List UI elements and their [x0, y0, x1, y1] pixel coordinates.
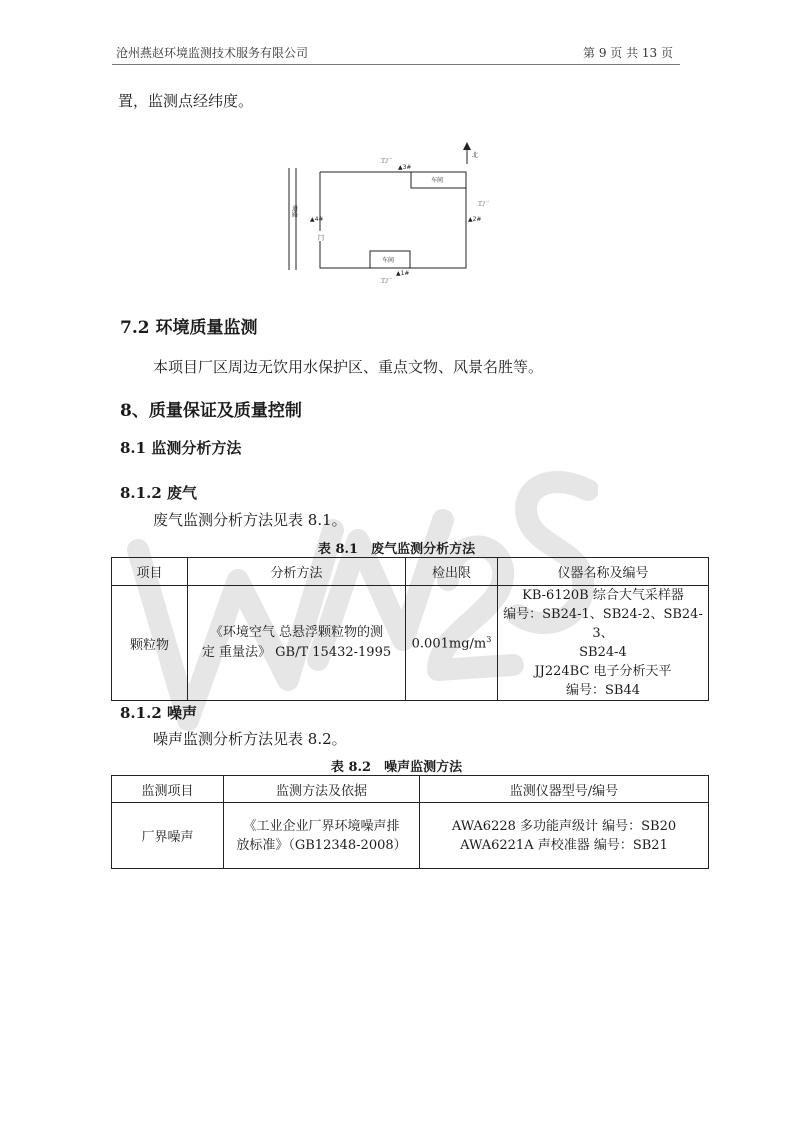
section-7-2-text: 本项目厂区周边无饮用水保护区、重点文物、风景名胜等。 — [153, 358, 544, 376]
section-8-1-2-noise-title: 8.1.2 噪声 — [120, 704, 197, 722]
instrument-line-2: AWA6221A 声校准器 编号：SB21 — [460, 837, 668, 853]
table-8-2-header-item: 监测项目 — [112, 776, 224, 803]
table-8-1-cell-method — [188, 586, 406, 701]
table-row — [112, 586, 709, 701]
table-8-2-cell-instrument — [420, 803, 709, 869]
section-8-1-2-noise-text: 噪声监测分析方法见表 8.2。 — [153, 730, 347, 748]
method-line-2: 放标准》（GB12348-2008） — [236, 837, 407, 853]
table-8-1-header-method: 分析方法 — [188, 558, 406, 586]
table-8-2-header-row — [112, 776, 709, 803]
table-8-1-header-row — [112, 558, 709, 586]
section-8-1-title: 8.1 监测分析方法 — [120, 439, 242, 457]
table-8-2-header-instrument: 监测仪器型号/编号 — [420, 776, 709, 803]
instrument-line-1: AWA6228 多功能声级计 编号：SB20 — [451, 818, 677, 834]
table-8-1-header-item: 项目 — [112, 558, 188, 586]
method-line-2: 定 重量法》 GB/T 15432-1995 — [201, 645, 392, 660]
table-8-1-cell-limit — [406, 586, 498, 701]
section-7-2-title: 7.2 环境质量监测 — [120, 318, 258, 338]
table-8-2 — [111, 775, 709, 869]
factory-label-bottom: 工厂 — [380, 278, 393, 285]
table-8-1-cell-item: 颗粒物 — [112, 586, 188, 701]
point-2-marker: ▲2# — [468, 216, 482, 223]
table-8-2-caption: 表 8.2 噪声监测方法 — [330, 760, 463, 775]
site-diagram — [280, 138, 500, 290]
point-1-marker: ▲1# — [396, 270, 410, 277]
limit-value: 0.001mg/m — [411, 636, 487, 652]
instrument-line-3: SB24-4 — [579, 645, 627, 660]
factory-label-top: 工厂 — [380, 158, 393, 165]
section-8-title: 8、质量保证及质量控制 — [120, 401, 302, 421]
table-8-2-header-method: 监测方法及依据 — [224, 776, 420, 803]
header-company: 沧州燕赵环境监测技术服务有限公司 — [116, 46, 309, 60]
table-8-2-cell-method — [224, 803, 420, 869]
workshop-label-bottom: 车间 — [382, 257, 395, 264]
table-8-2-cell-item: 厂界噪声 — [112, 803, 224, 869]
gate-label: 门 — [318, 235, 325, 242]
table-8-1-header-instrument: 仪器名称及编号 — [498, 558, 709, 586]
table-8-1 — [111, 557, 709, 701]
north-label: 北 — [472, 152, 479, 159]
point-4-marker: ▲4# — [310, 216, 324, 223]
method-line-1: 《环境空气 总悬浮颗粒物的测 — [209, 625, 384, 640]
table-8-1-caption: 表 8.1 废气监测分析方法 — [317, 542, 476, 557]
table-8-1-cell-instrument — [498, 586, 709, 701]
header-divider — [112, 64, 680, 65]
factory-label-right: 工厂 — [477, 201, 490, 208]
point-3-marker: ▲3# — [398, 164, 412, 171]
table-row — [112, 803, 709, 869]
instrument-line-4: JJ224BC 电子分析天平 — [534, 664, 672, 679]
limit-unit-superscript: 3 — [486, 634, 492, 644]
workshop-label-top: 车间 — [431, 177, 444, 184]
section-8-1-2-gas-text: 废气监测分析方法见表 8.1。 — [153, 511, 347, 529]
section-8-1-2-gas-title: 8.1.2 废气 — [120, 484, 197, 502]
method-line-1: 《工业企业厂界环境噪声排 — [243, 818, 400, 834]
instrument-line-5: 编号：SB44 — [565, 683, 640, 698]
table-8-1-header-limit: 检出限 — [406, 558, 498, 586]
instrument-line-1: KB-6120B 综合大气采样器 — [522, 588, 684, 603]
instrument-line-2: 编号：SB24-1、SB24-2、SB24-3、 — [503, 607, 703, 641]
header-page-number: 第 9 页 共 13 页 — [583, 46, 673, 60]
intro-text: 置，监测点经纬度。 — [118, 92, 254, 110]
road-label: 道路 — [290, 205, 298, 217]
